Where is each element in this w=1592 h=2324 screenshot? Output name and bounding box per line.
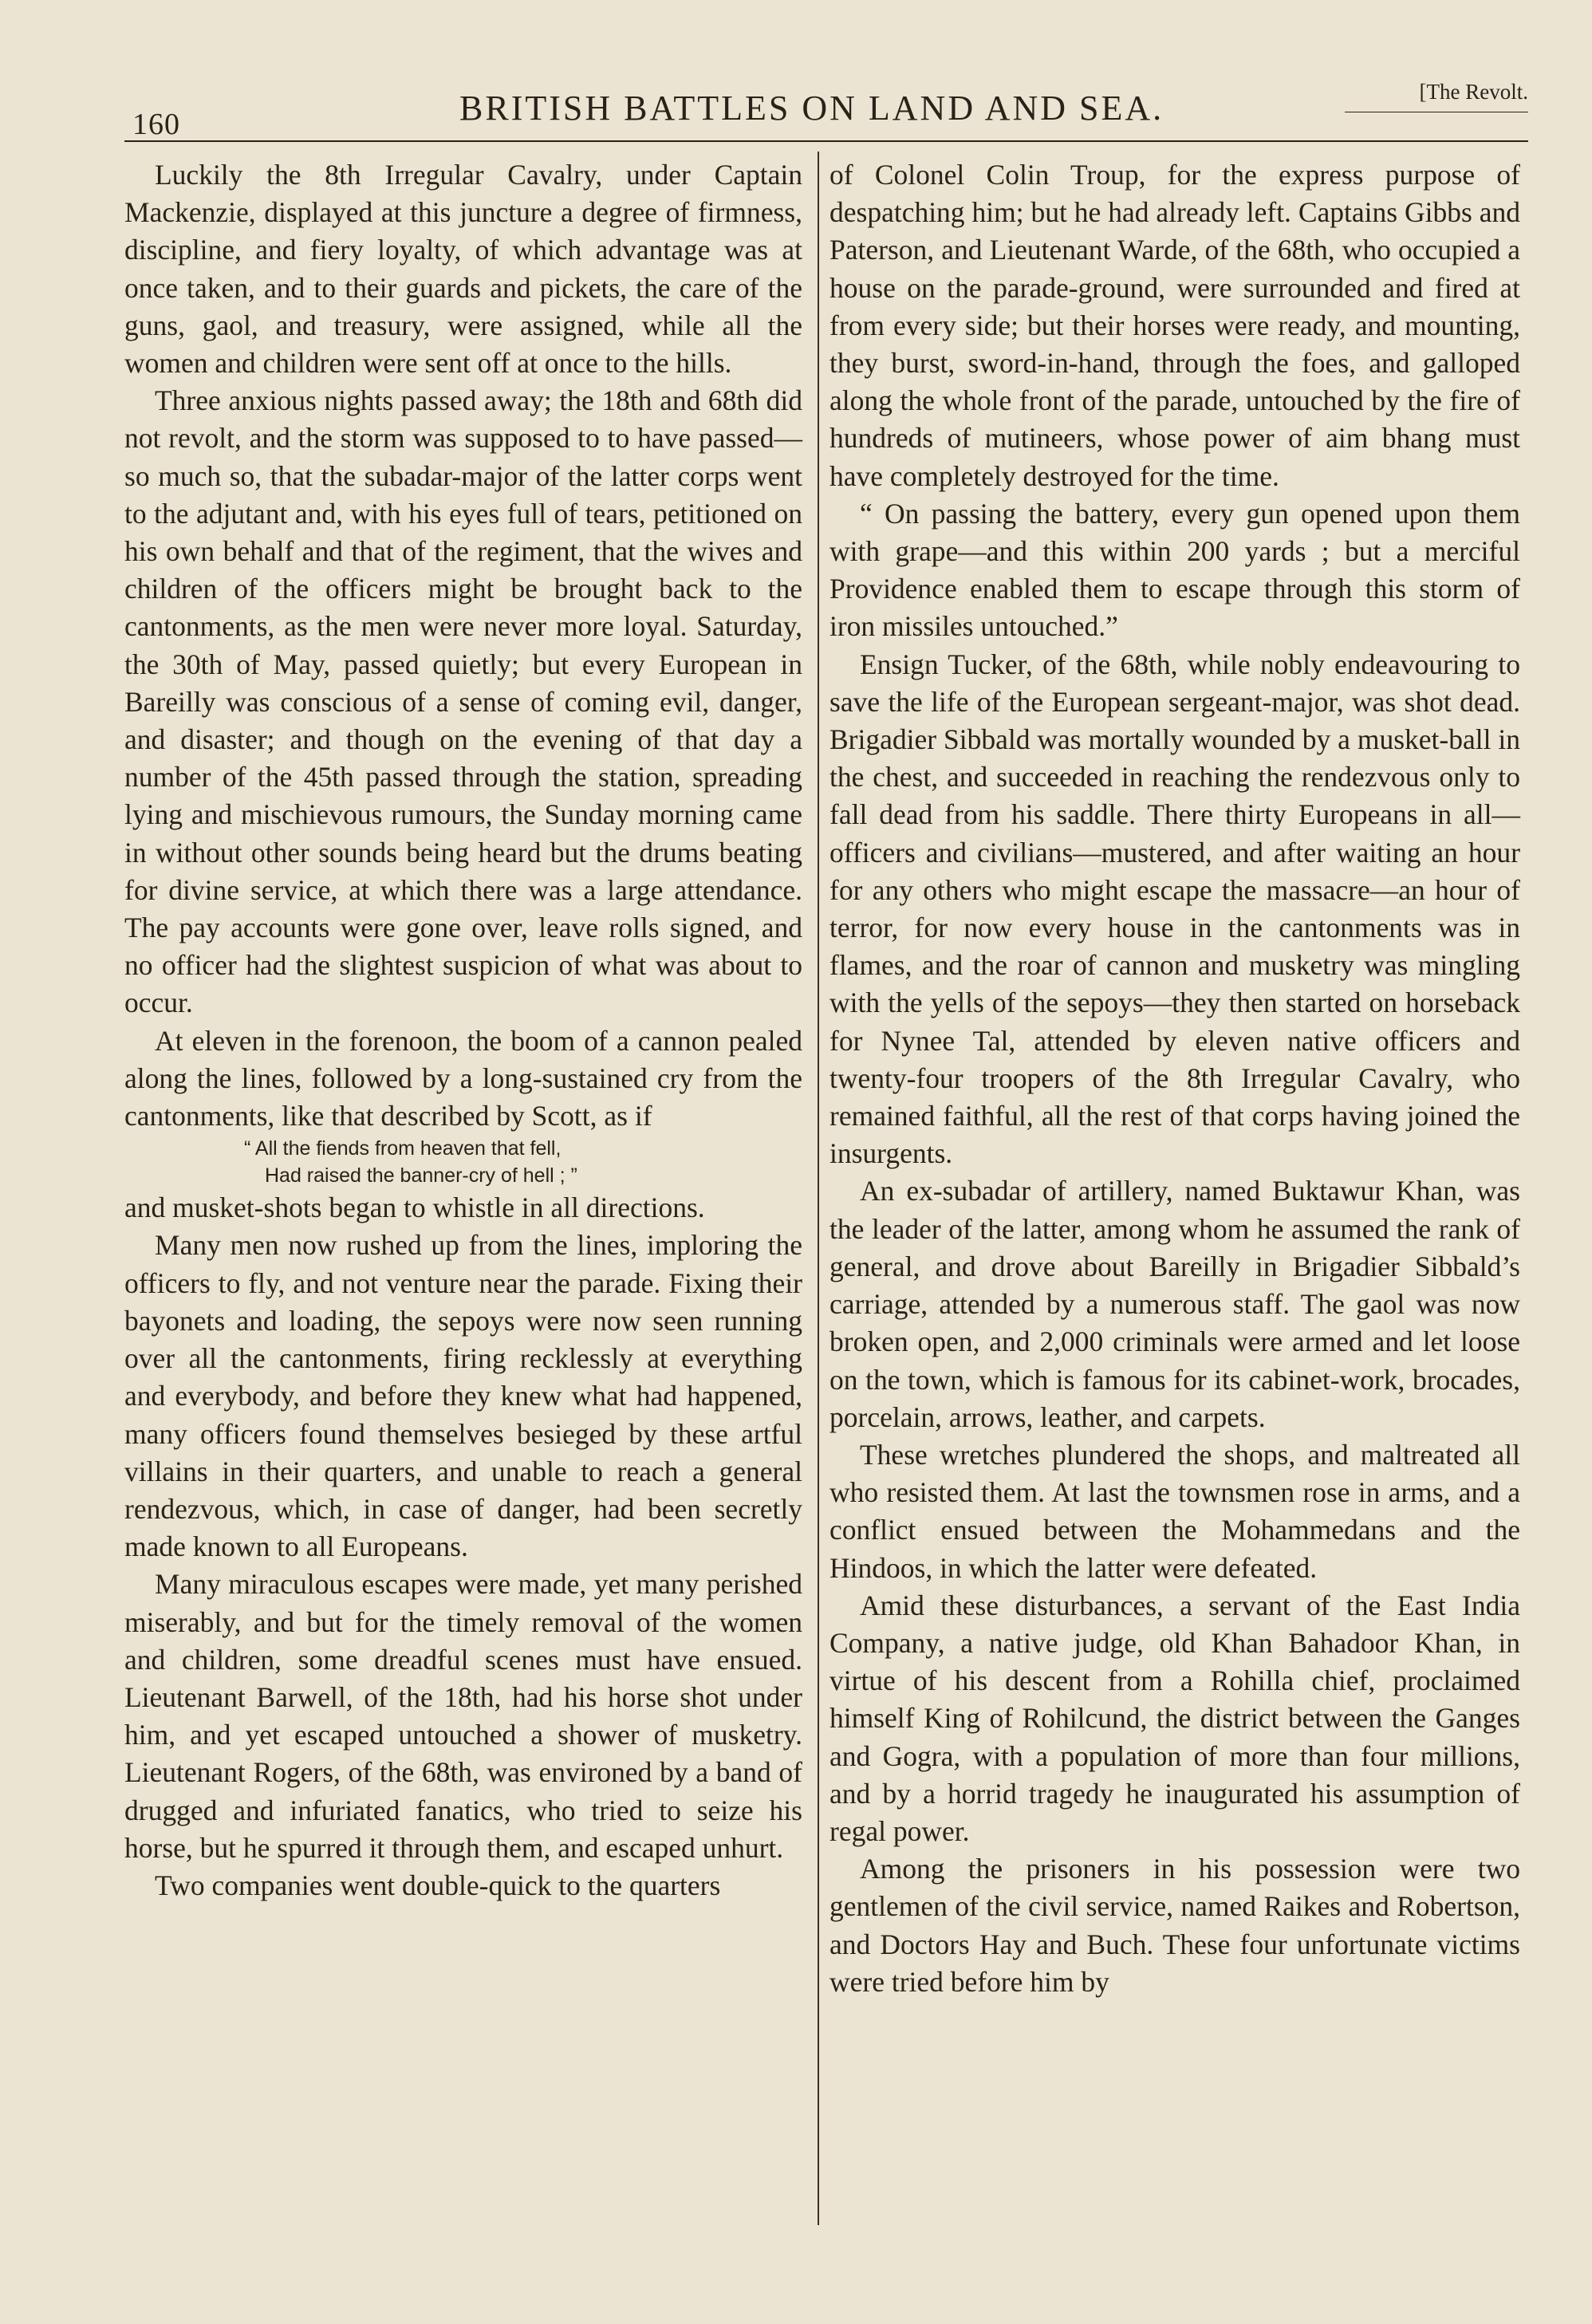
page-header: [124, 78, 1528, 141]
section-title: [The Revolt.: [1419, 80, 1528, 104]
running-title: BRITISH BATTLES ON LAND AND SEA.: [459, 89, 1164, 128]
header-rule: [124, 140, 1528, 142]
verse-line: Had raised the banner-cry of hell ; ”: [265, 1164, 577, 1188]
right-column: [829, 156, 1520, 2001]
paragraph: Among the prisoners in his possession were two gentlemen of the civil service, named Raikes and Robertson, and Doctors Hay and Buch. These four unfortunate victims were tried before him by: [829, 1853, 1520, 1998]
paragraph: Many men now rushed up from the lines, imploring the officers to fly, and not venture near the parade. Fixing their bayonets and loading, the sepoys were now seen running over all the cantonments, firing recklessly at everything and everybody, and before they knew what had happened, many officers found themselves besieged by these artful villains in their quarters, and unable to reach a general rendezvous, which, in case of danger, had been secretly made known to all Europeans.: [124, 1229, 802, 1563]
page-number: 160: [132, 108, 180, 141]
paragraph: Luckily the 8th Irregular Cavalry, under Captain Mackenzie, displayed at this juncture a degree of firmness, discipline, and fiery loyalty, of which advantage was at once taken, and to their guards and pickets, the care of the guns, gaol, and treasury, were assigned, while all the women and children were sent off at once to the hills.: [124, 159, 802, 380]
paragraph: Many miraculous escapes were made, yet many perished miserably, and but for the timely removal of the women and children, some dreadful scenes must have ensued. Lieutenant Barwell, of the 18th, had his horse shot under him, and yet escaped untouched a shower of musketry. Lieutenant Rogers, of the 68th, was environed by a band of drugged and infuriated fanatics, who tried to seize his horse, but he spurred it through them, and escaped unhurt.: [124, 1568, 802, 1864]
paragraph: Two companies went double-quick to the quarters: [155, 1869, 721, 1901]
left-column: [124, 156, 802, 1904]
paragraph: Ensign Tucker, of the 68th, while nobly endeavouring to save the life of the European sergeant-major, was shot dead. Brigadier Sibbald was mortally wounded by a musket-ball in the chest, and succeeded in reaching the rendezvous only to fall dead from his saddle. There thirty Europeans in all—officers and civilians—mustered, and after waiting an hour for any others who might escape the massacre—an hour of terror, for now every house in the cantonments was in flames, and the roar of cannon and musketry was mingling with the yells of the sepoys—they then started on horseback for Nynee Tal, attended by eleven native officers and twenty-four troopers of the 8th Irregular Cavalry, who remained faithful, all the rest of that corps having joined the insurgents.: [829, 648, 1520, 1170]
paragraph: Amid these disturbances, a servant of the East India Company, a native judge, old Khan Bahadoor Khan, in virtue of his descent from a Rohilla chief, proclaimed himself King of Rohilcund, the district between the Ganges and Gogra, with a population of more than four millions, and by a horrid tragedy he inaugurated his assumption of regal power.: [829, 1589, 1520, 1847]
verse-line: “ All the fiends from heaven that fell,: [244, 1137, 562, 1160]
paragraph: Three anxious nights passed away; the 18th and 68th did not revolt, and the storm was supposed to to have passed—so much so, that the subadar-major of the latter corps went to the adjutant and, with his eyes full of tears, petitioned on his own behalf and that of the regiment, that the wives and children of the officers might be brought back to the cantonments, as the men were never more loyal. Saturday, the 30th of May, passed quietly; but every European in Bareilly was conscious of a sense of coming evil, danger, and disaster; and though on the evening of that day a number of the 45th passed through the station, spreading lying and mischievous rumours, the Sunday morning came in without other sounds being heard but the drums beating for divine service, at which there was a large attendance. The pay accounts were gone over, leave rolls signed, and no officer had the slightest suspicion of what was about to occur.: [124, 384, 802, 1019]
column-divider: [818, 152, 819, 2225]
paragraph: of Colonel Colin Troup, for the express purpose of despatching him; but he had already left. Captains Gibbs and Paterson, and Lieutenant Warde, of the 68th, who occupied a house on the parade-ground, were surrounded and fired at from every side; but their horses were ready, and mounting, they burst, sword-in-hand, through the foes, and galloped along the whole front of the parade, untouched by the fire of hundreds of mutineers, whose power of aim bhang must have completely destroyed for the time.: [829, 159, 1520, 492]
paragraph: “ On passing the battery, every gun opened upon them with grape—and this within 200 yards ; but a merciful Providence enabled them to escape through this storm of iron missiles untouched.”: [829, 497, 1520, 643]
paragraph: An ex-subadar of artillery, named Buktawur Khan, was the leader of the latter, among whom he assumed the rank of general, and drove about Bareilly in Brigadier Sibbald’s carriage, attended by a numerous staff. The gaol was now broken open, and 2,000 criminals were armed and let loose on the town, which is famous for its cabinet-work, brocades, porcelain, arrows, leather, and carpets.: [829, 1175, 1520, 1433]
paragraph: and musket-shots began to whistle in all directions.: [124, 1192, 705, 1224]
paragraph: At eleven in the forenoon, the boom of a cannon pealed along the lines, followed by a long-sustained cry from the cantonments, like that described by Scott, as if: [124, 1024, 802, 1132]
verse-quote: [244, 1135, 802, 1189]
paragraph: These wretches plundered the shops, and maltreated all who resisted them. At last the townsmen rose in arms, and a conflict ensued between the Mohammedans and the Hindoos, in which the latter were defeated.: [829, 1438, 1520, 1584]
